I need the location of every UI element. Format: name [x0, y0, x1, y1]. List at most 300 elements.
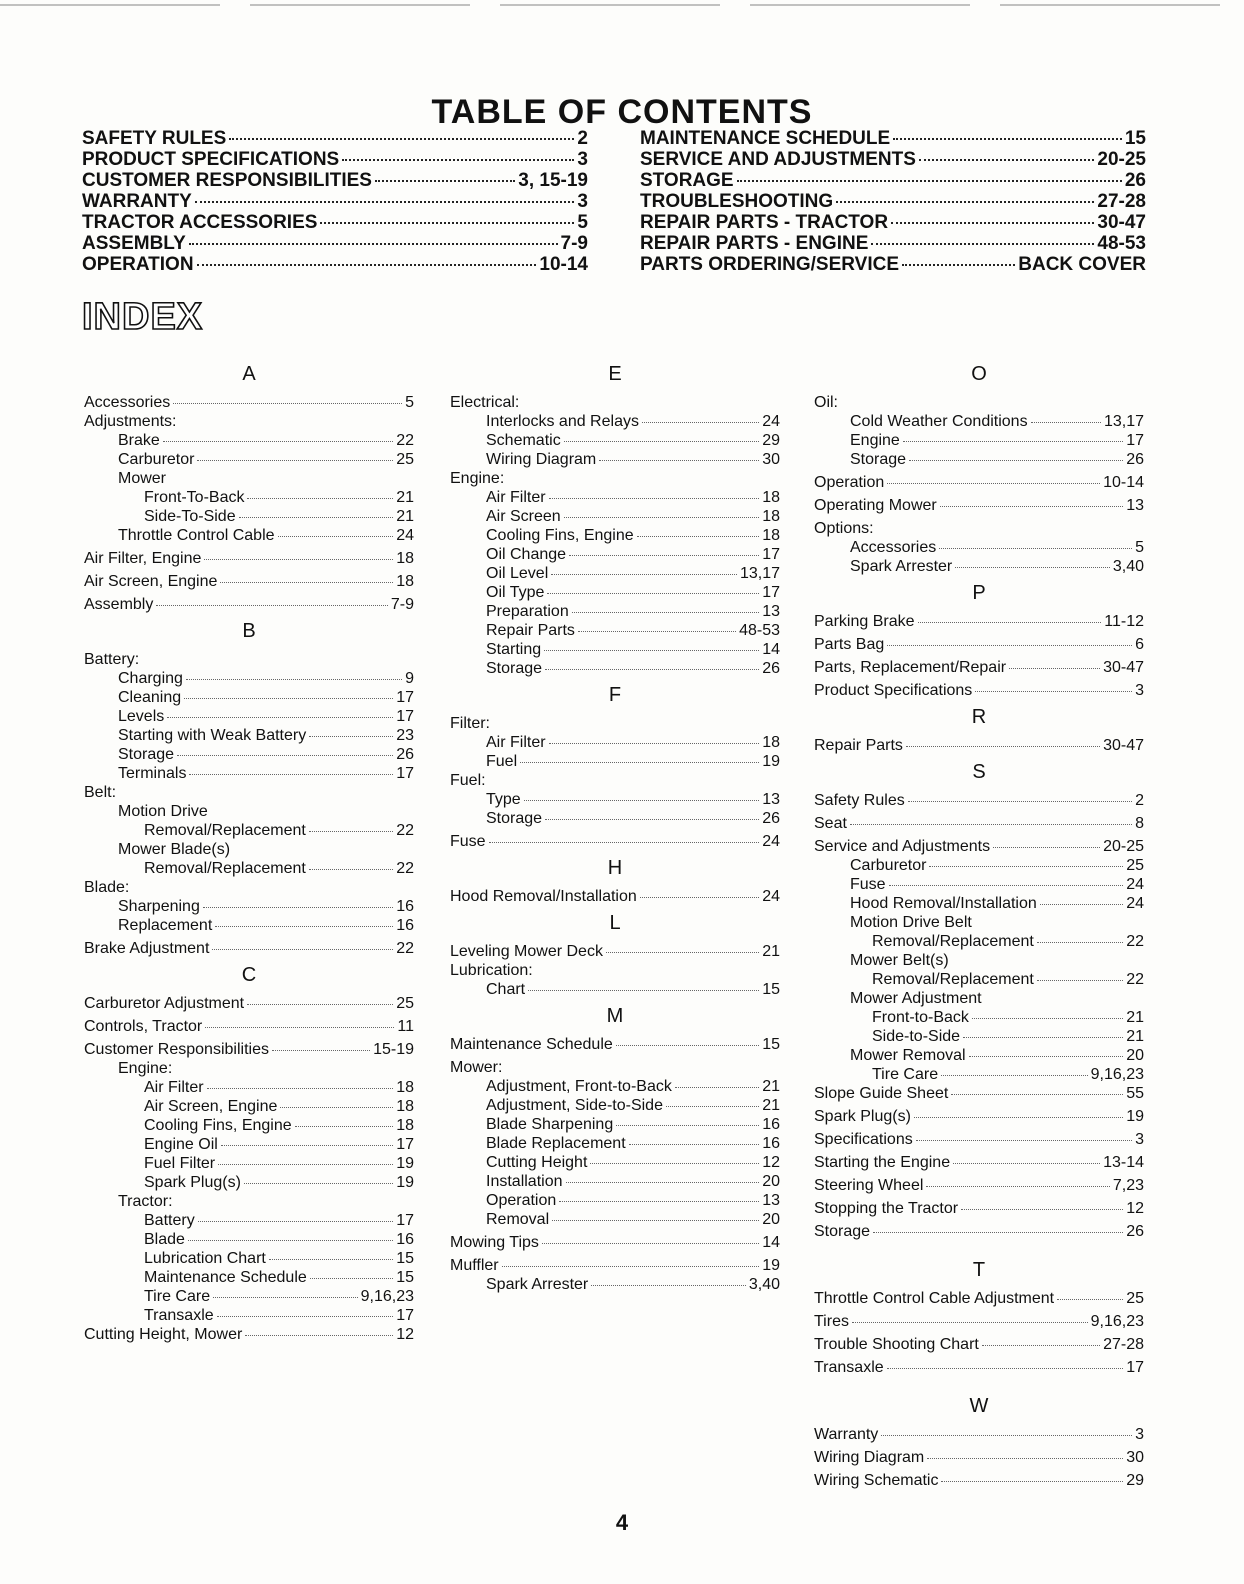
index-column-2 [450, 357, 780, 1294]
entry-label: Side-to-Side [872, 1028, 961, 1045]
entry-page: 48-53 [739, 622, 780, 639]
dot-leader [906, 746, 1100, 747]
entry-label: Fuse [850, 876, 886, 893]
dot-leader [629, 1144, 760, 1145]
entry-label: Storage [118, 746, 175, 763]
entry-label: Spark Arrester [850, 558, 953, 575]
entry-row [450, 832, 780, 851]
entry-label: Terminals [118, 765, 187, 782]
entry-page: 10-14 [539, 254, 588, 275]
entry-label: TRACTOR ACCESSORIES [82, 212, 318, 233]
entry-page: 11-12 [1104, 613, 1144, 630]
entry-page: 16 [396, 898, 414, 915]
entry-page: 17 [1126, 1359, 1144, 1376]
dot-leader [982, 1345, 1100, 1346]
dot-leader [247, 1004, 393, 1005]
entry-label: Muffler [450, 1257, 499, 1274]
entry-label: Interlocks and Relays [486, 413, 639, 430]
entry-row [814, 450, 1144, 469]
entry-row [814, 1448, 1144, 1467]
dot-leader [961, 1209, 1123, 1210]
entry-row [84, 1135, 414, 1154]
dot-leader [189, 774, 393, 775]
entry-page: 30-47 [1103, 659, 1144, 676]
entry-row [450, 1077, 780, 1096]
entry-page: 19 [396, 1174, 414, 1191]
entry-page: 30-47 [1097, 212, 1146, 233]
dot-leader [269, 1259, 393, 1260]
entry-row [450, 621, 780, 640]
entry-page: 24 [1126, 876, 1144, 893]
entry-page: 19 [396, 1155, 414, 1172]
entry-page: 21 [762, 1097, 780, 1114]
dot-leader [919, 159, 1095, 161]
entry-row [450, 961, 780, 980]
entry-label: Transaxle [144, 1307, 214, 1324]
dot-leader [572, 612, 759, 613]
entry-page: 25 [396, 995, 414, 1012]
entry-row [84, 783, 414, 802]
entry-page: 21 [762, 1078, 780, 1095]
dot-leader [173, 403, 402, 404]
entry-row [450, 1153, 780, 1172]
entry-label: Mower [118, 470, 167, 487]
entry-label: Tire Care [872, 1066, 939, 1083]
toc-entry [640, 170, 1146, 191]
entry-row [814, 473, 1144, 492]
toc-right-column [640, 128, 1146, 275]
dot-leader [215, 926, 393, 927]
dot-leader [278, 536, 394, 537]
entry-label: Fuel [486, 753, 518, 770]
entry-page: 13,17 [739, 565, 780, 582]
entry-label: Cleaning [118, 689, 182, 706]
dot-leader [542, 1243, 759, 1244]
entry-page: 18 [762, 489, 780, 506]
entry-label: Repair Parts [814, 737, 903, 754]
entry-label: Lubrication Chart [144, 1250, 266, 1267]
entry-row [84, 650, 414, 669]
entry-page: 13-14 [1103, 1154, 1144, 1171]
entry-label: Air Filter [144, 1079, 204, 1096]
entry-page: 9,16,23 [360, 1288, 414, 1305]
entry-row [814, 496, 1144, 515]
dot-leader [941, 1075, 1088, 1076]
entry-label: Parts Bag [814, 636, 885, 653]
index-letter-heading: E [608, 363, 622, 385]
entry-label: Safety Rules [814, 792, 905, 809]
entry-page: 48-53 [1097, 233, 1146, 254]
dot-leader [566, 1182, 760, 1183]
entry-page: 19 [762, 1257, 780, 1274]
entry-row [84, 802, 414, 821]
entry-row [814, 1199, 1144, 1218]
entry-row [450, 450, 780, 469]
entry-row [814, 431, 1144, 450]
entry-label: Throttle Control Cable [118, 527, 275, 544]
entry-label: Wiring Diagram [814, 1449, 925, 1466]
entry-label: Tires [814, 1313, 849, 1330]
entry-page: 17 [762, 584, 780, 601]
entry-row [814, 894, 1144, 913]
entry-page: 20-25 [1103, 838, 1144, 855]
entry-page: 9,16,23 [1090, 1066, 1144, 1083]
entry-row [450, 469, 780, 488]
index-letter-heading: S [972, 761, 986, 783]
dot-leader [272, 1050, 370, 1051]
entry-page: 18 [396, 1098, 414, 1115]
entry-label: STORAGE [640, 170, 734, 191]
entry-page: 10-14 [1103, 474, 1144, 491]
toc-entry [640, 233, 1146, 254]
entry-label: OPERATION [82, 254, 194, 275]
dot-leader [156, 605, 388, 606]
entry-label: Operation [814, 474, 885, 491]
entry-label: Storage [850, 451, 907, 468]
entry-page: 18 [396, 573, 414, 590]
entry-row [814, 412, 1144, 431]
entry-page: 17 [396, 689, 414, 706]
entry-label: ASSEMBLY [82, 233, 186, 254]
entry-label: Sharpening [118, 898, 200, 915]
entry-row [814, 1176, 1144, 1195]
entry-label: Replacement [118, 917, 213, 934]
entry-page: 16 [396, 1231, 414, 1248]
dot-leader [229, 138, 574, 140]
entry-row [84, 1211, 414, 1230]
entry-row [84, 412, 414, 431]
dot-leader [640, 897, 759, 898]
entry-label: Engine: [118, 1060, 173, 1077]
entry-label: Engine: [450, 470, 505, 487]
entry-row [450, 507, 780, 526]
entry-page: 3, 15-19 [518, 170, 588, 191]
entry-row [814, 1471, 1144, 1490]
dot-leader [188, 1240, 393, 1241]
entry-page: 15 [762, 1036, 780, 1053]
dot-leader [914, 1117, 1123, 1118]
dot-leader [927, 1458, 1123, 1459]
dot-leader [218, 1164, 393, 1165]
dot-leader [940, 506, 1123, 507]
toc-entry [82, 212, 588, 233]
entry-page: 5 [1135, 539, 1144, 556]
entry-row [450, 488, 780, 507]
entry-row [450, 980, 780, 999]
entry-label: Maintenance Schedule [144, 1269, 307, 1286]
dot-leader [189, 243, 558, 245]
entry-row [450, 1233, 780, 1252]
entry-page: 18 [396, 1117, 414, 1134]
entry-page: 24 [396, 527, 414, 544]
dot-leader [545, 819, 759, 820]
entry-page: 16 [762, 1135, 780, 1152]
dot-leader [578, 631, 736, 632]
entry-row [450, 564, 780, 583]
dot-leader [975, 691, 1132, 692]
entry-label: Service and Adjustments [814, 838, 991, 855]
entry-row [814, 791, 1144, 810]
entry-label: Oil Change [486, 546, 567, 563]
entry-row [814, 1046, 1144, 1065]
entry-page: 13 [1126, 497, 1144, 514]
entry-page: 2 [1135, 792, 1144, 809]
entry-row [814, 1130, 1144, 1149]
dot-leader [310, 1278, 393, 1279]
entry-row [450, 1191, 780, 1210]
dot-leader [205, 1027, 394, 1028]
entry-page: 3 [577, 191, 588, 212]
dot-leader [941, 1481, 1123, 1482]
entry-label: WARRANTY [82, 191, 192, 212]
entry-page: 11 [397, 1018, 414, 1035]
entry-page: 20 [762, 1211, 780, 1228]
entry-row [450, 526, 780, 545]
entry-row [84, 1116, 414, 1135]
dot-leader [217, 1316, 394, 1317]
index-column-3 [814, 357, 1144, 1490]
entry-label: Oil: [814, 394, 838, 411]
entry-row [450, 545, 780, 564]
entry-row [84, 488, 414, 507]
entry-row [84, 431, 414, 450]
dot-leader [666, 1106, 759, 1107]
entry-row [450, 602, 780, 621]
entry-label: Battery [144, 1212, 195, 1229]
entry-label: Oil Type [486, 584, 545, 601]
dot-leader [221, 1145, 393, 1146]
entry-label: Accessories [84, 394, 171, 411]
entry-page: 24 [762, 413, 780, 430]
entry-row [450, 1035, 780, 1054]
entry-row [84, 1078, 414, 1097]
entry-label: Storage [814, 1223, 871, 1240]
dot-leader [1040, 904, 1123, 905]
dot-leader [197, 460, 393, 461]
entry-label: PARTS ORDERING/SERVICE [640, 254, 900, 275]
entry-label: Removal/Replacement [872, 933, 1034, 950]
entry-row [450, 1256, 780, 1275]
entry-label: Seat [814, 815, 847, 832]
dot-leader [247, 498, 393, 499]
toc-entry [640, 128, 1146, 149]
entry-label: Adjustment, Side-to-Side [486, 1097, 663, 1114]
entry-page: 18 [762, 734, 780, 751]
entry-label: Controls, Tractor [84, 1018, 203, 1035]
entry-page: 22 [396, 860, 414, 877]
entry-label: Spark Arrester [486, 1276, 589, 1293]
entry-page: 7-9 [390, 596, 414, 613]
entry-label: Mower Blade(s) [118, 841, 231, 858]
index-letter-heading: A [242, 363, 256, 385]
entry-label: Wiring Diagram [486, 451, 597, 468]
entry-page: 26 [1126, 451, 1144, 468]
entry-row [814, 1008, 1144, 1027]
entry-row [450, 887, 780, 906]
entry-page: 21 [396, 508, 414, 525]
entry-page: 18 [396, 550, 414, 567]
dot-leader [887, 1368, 1124, 1369]
entry-row [84, 897, 414, 916]
entry-row [814, 970, 1144, 989]
entry-page: 25 [396, 451, 414, 468]
dot-leader [309, 831, 393, 832]
entry-label: Storage [486, 810, 543, 827]
entry-row [84, 450, 414, 469]
dot-leader [616, 1125, 759, 1126]
entry-label: Mower Removal [850, 1047, 966, 1064]
dot-leader [616, 1045, 759, 1046]
entry-row [84, 726, 414, 745]
entry-page: 22 [396, 940, 414, 957]
entry-page: 21 [396, 489, 414, 506]
dot-leader [551, 574, 737, 575]
entry-label: Tire Care [144, 1288, 211, 1305]
dot-leader [953, 1163, 1100, 1164]
entry-page: 18 [762, 527, 780, 544]
index-letter-heading: B [242, 620, 256, 642]
entry-row [814, 1358, 1144, 1377]
dot-leader [887, 483, 1100, 484]
entry-label: SERVICE AND ADJUSTMENTS [640, 149, 916, 170]
entry-label: Blade [144, 1231, 185, 1248]
dot-leader [642, 422, 759, 423]
top-edge-line [0, 4, 1244, 6]
entry-page: 25 [1126, 1290, 1144, 1307]
entry-label: Operation [486, 1192, 557, 1209]
index-letter-heading: L [609, 912, 621, 934]
dot-leader [552, 1220, 759, 1221]
entry-row [814, 837, 1144, 856]
dot-leader [963, 1037, 1123, 1038]
dot-leader [903, 441, 1123, 442]
entry-row [84, 821, 414, 840]
entry-row [814, 612, 1144, 631]
dot-leader [167, 717, 393, 718]
page-number: 4 [615, 1510, 629, 1535]
entry-label: Brake [118, 432, 160, 449]
entry-page: 16 [762, 1116, 780, 1133]
entry-row [84, 688, 414, 707]
entry-row [450, 412, 780, 431]
entry-row [84, 859, 414, 878]
entry-label: Starting [486, 641, 542, 658]
dot-leader [916, 1140, 1132, 1141]
entry-row [450, 640, 780, 659]
entry-page: 12 [396, 1326, 414, 1343]
entry-row [84, 707, 414, 726]
entry-label: Installation [486, 1173, 563, 1190]
entry-row [84, 393, 414, 412]
dot-leader [163, 441, 393, 442]
dot-leader [881, 1435, 1132, 1436]
dot-leader [320, 222, 574, 224]
entry-page: 26 [1124, 170, 1146, 191]
toc-entry [640, 212, 1146, 233]
dot-leader [245, 1335, 393, 1336]
entry-label: Parking Brake [814, 613, 915, 630]
toc-entry [82, 128, 588, 149]
entry-page: 13,17 [1103, 413, 1144, 430]
dot-leader [244, 1183, 393, 1184]
entry-page: 29 [762, 432, 780, 449]
dot-leader [195, 201, 575, 203]
dot-leader [569, 555, 759, 556]
entry-label: Air Filter [486, 489, 546, 506]
entry-label: Operating Mower [814, 497, 937, 514]
entry-row [84, 1017, 414, 1036]
entry-page: 29 [1126, 1472, 1144, 1489]
entry-row [84, 745, 414, 764]
entry-label: Throttle Control Cable Adjustment [814, 1290, 1055, 1307]
entry-label: Motion Drive Belt [850, 914, 972, 931]
entry-row [814, 538, 1144, 557]
dot-leader [309, 869, 393, 870]
entry-label: Type [486, 791, 521, 808]
entry-label: Air Screen, Engine [84, 573, 218, 590]
entry-label: Storage [486, 660, 543, 677]
entry-page: 24 [762, 888, 780, 905]
dot-leader [909, 460, 1123, 461]
entry-row [450, 431, 780, 450]
entry-page: 6 [1135, 636, 1144, 653]
entry-label: Spark Plug(s) [814, 1108, 911, 1125]
entry-label: Mower Belt(s) [850, 952, 949, 969]
entry-page: 22 [396, 822, 414, 839]
dot-leader [549, 743, 760, 744]
entry-row [84, 764, 414, 783]
entry-row [450, 1096, 780, 1115]
entry-label: Front-to-Back [872, 1009, 969, 1026]
entry-label: Carburetor [850, 857, 927, 874]
entry-label: Removal/Replacement [144, 860, 306, 877]
dot-leader [871, 243, 1094, 245]
entry-page: 13 [762, 603, 780, 620]
toc-entry [82, 254, 588, 275]
dot-leader [204, 559, 393, 560]
entry-page: 7,23 [1112, 1177, 1144, 1194]
entry-page: 26 [396, 746, 414, 763]
entry-row [814, 1425, 1144, 1444]
dot-leader [993, 847, 1100, 848]
dot-leader [520, 762, 759, 763]
entry-label: REPAIR PARTS - TRACTOR [640, 212, 889, 233]
dot-leader [926, 1186, 1109, 1187]
entry-row [450, 1134, 780, 1153]
entry-label: Blade Sharpening [486, 1116, 614, 1133]
dot-leader [375, 180, 515, 182]
entry-row [450, 1210, 780, 1229]
entry-page: 24 [762, 833, 780, 850]
entry-row [450, 809, 780, 828]
dot-leader [207, 1088, 394, 1089]
entry-row [84, 595, 414, 614]
entry-label: Trouble Shooting Chart [814, 1336, 979, 1353]
entry-page: 18 [762, 508, 780, 525]
entry-row [814, 557, 1144, 576]
entry-label: Assembly [84, 596, 154, 613]
entry-label: Product Specifications [814, 682, 973, 699]
entry-label: Lubrication: [450, 962, 533, 979]
dot-leader [675, 1087, 759, 1088]
dot-leader [239, 517, 394, 518]
entry-page: 12 [762, 1154, 780, 1171]
entry-page: 19 [1126, 1108, 1144, 1125]
dot-leader [342, 159, 574, 161]
entry-row [814, 913, 1144, 932]
entry-label: Chart [486, 981, 526, 998]
entry-row [814, 989, 1144, 1008]
